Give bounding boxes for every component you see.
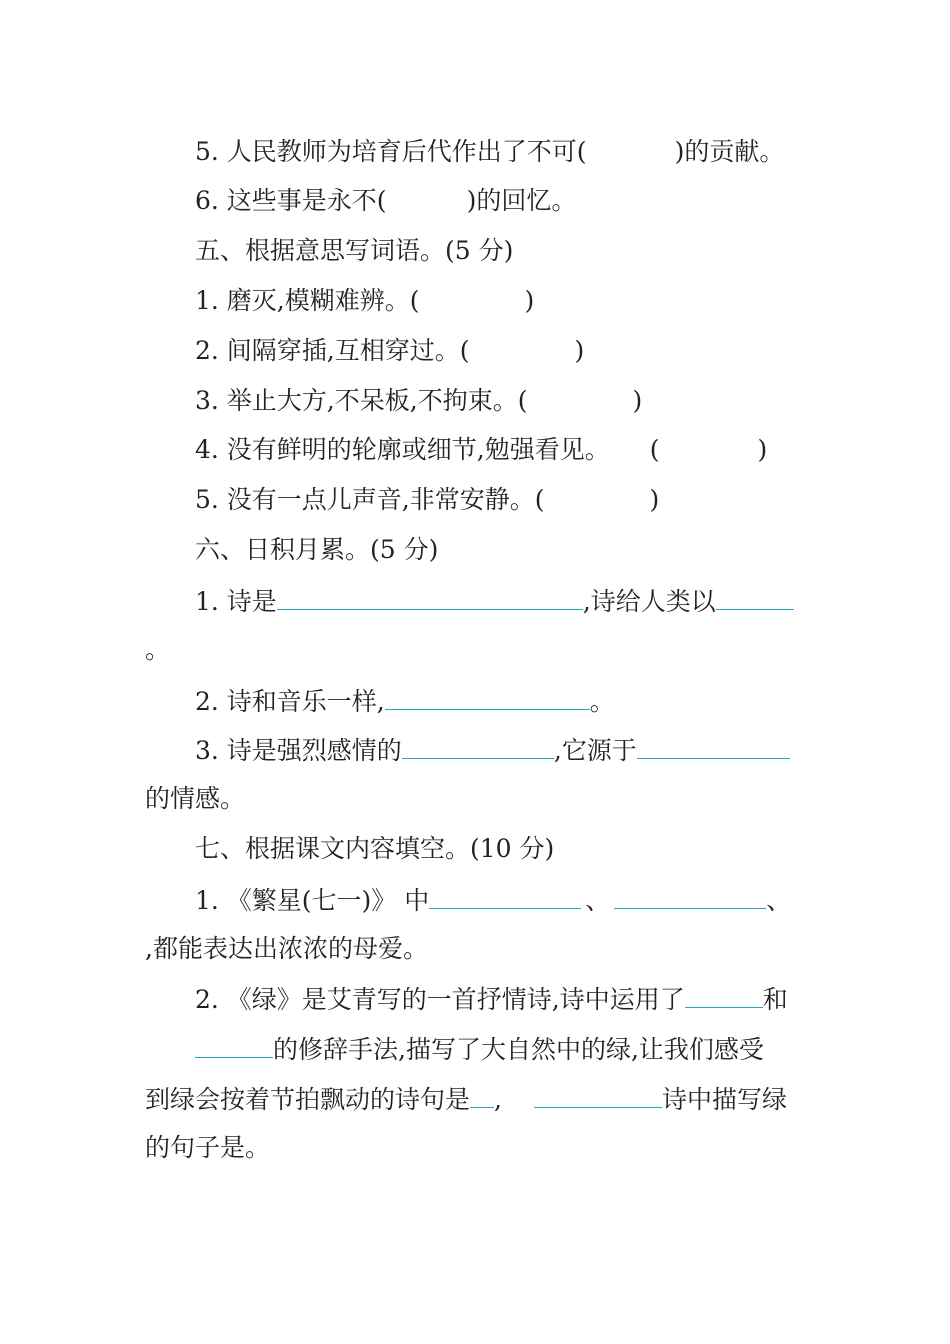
question-7-2 — [195, 983, 788, 1015]
section-6-heading: 六、日积月累。(5 分) — [195, 535, 439, 564]
question-text: 1. 诗是 — [195, 587, 277, 616]
question-text: 到绿会按着节拍飘动的诗句是 — [145, 1085, 471, 1114]
close-paren: ) — [524, 286, 535, 315]
fill-blank[interactable] — [470, 1083, 494, 1108]
fill-blank[interactable] — [277, 585, 583, 610]
close-paren: ) — [649, 485, 660, 514]
question-5-4 — [195, 435, 767, 465]
section-5-heading: 五、根据意思写词语。(5 分) — [195, 236, 514, 265]
question-text: )的贡献。 — [674, 137, 785, 166]
fill-blank[interactable] — [614, 884, 766, 909]
fill-blank[interactable] — [685, 983, 763, 1008]
question-4-6 — [195, 186, 576, 216]
question-4-5 — [195, 137, 784, 167]
fill-blank[interactable] — [195, 1033, 273, 1058]
question-text: 2. 《绿》是艾青写的一首抒情诗,诗中运用了 — [195, 985, 685, 1014]
question-text: 的修辞手法,描写了大自然中的绿,让我们感受 — [273, 1035, 764, 1064]
question-5-3 — [195, 386, 642, 416]
question-text: , — [494, 1085, 502, 1114]
fill-blank[interactable] — [402, 734, 554, 759]
question-text: ,诗给人类以 — [582, 587, 716, 616]
question-7-2-line3 — [145, 1083, 787, 1115]
question-text: 。 — [589, 687, 615, 716]
fill-blank[interactable] — [385, 685, 590, 710]
fill-blank[interactable] — [429, 884, 581, 909]
fill-blank[interactable] — [534, 1083, 662, 1108]
question-text: 1. 磨灭,模糊难辨。( — [195, 286, 420, 315]
open-paren: ( — [649, 435, 660, 464]
question-text: 3. 诗是强烈感情的 — [195, 736, 402, 765]
close-paren: ) — [574, 336, 585, 365]
close-paren: ) — [757, 435, 768, 464]
question-text: 4. 没有鲜明的轮廓或细节,勉强看见。 — [195, 435, 610, 464]
question-6-2 — [195, 685, 615, 717]
separator: 、 — [766, 886, 792, 915]
question-text: 5. 人民教师为培育后代作出了不可( — [195, 137, 587, 166]
question-text: ,它源于 — [553, 736, 637, 765]
question-text: 1. 《繁星(七一)》 中 — [195, 886, 430, 915]
question-text: 2. 诗和音乐一样, — [195, 687, 385, 716]
question-7-2-line2 — [195, 1033, 764, 1065]
question-7-1 — [195, 884, 791, 916]
question-6-1-end: 。 — [145, 635, 171, 664]
question-6-1 — [195, 585, 794, 617]
question-text: 2. 间隔穿插,互相穿过。( — [195, 336, 470, 365]
question-text: )的回忆。 — [466, 186, 577, 215]
question-text: 诗中描写绿 — [661, 1085, 787, 1114]
question-text: 3. 举止大方,不呆板,不拘束。( — [195, 386, 528, 415]
question-5-5 — [195, 485, 659, 515]
fill-blank[interactable] — [637, 734, 790, 759]
question-5-1 — [195, 286, 534, 316]
question-6-3 — [195, 734, 790, 766]
question-7-1-end: ,都能表达出浓浓的母爱。 — [145, 934, 428, 963]
question-text: 5. 没有一点儿声音,非常安静。( — [195, 485, 545, 514]
question-text: 6. 这些事是永不( — [195, 186, 387, 215]
section-7-heading: 七、根据课文内容填空。(10 分) — [195, 834, 555, 863]
question-6-3-end: 的情感。 — [145, 784, 246, 813]
close-paren: ) — [632, 386, 643, 415]
separator: 、 — [585, 886, 611, 915]
question-text: 和 — [762, 985, 788, 1014]
question-7-2-line4: 的句子是。 — [145, 1133, 271, 1162]
question-5-2 — [195, 336, 584, 366]
fill-blank[interactable] — [716, 585, 794, 610]
